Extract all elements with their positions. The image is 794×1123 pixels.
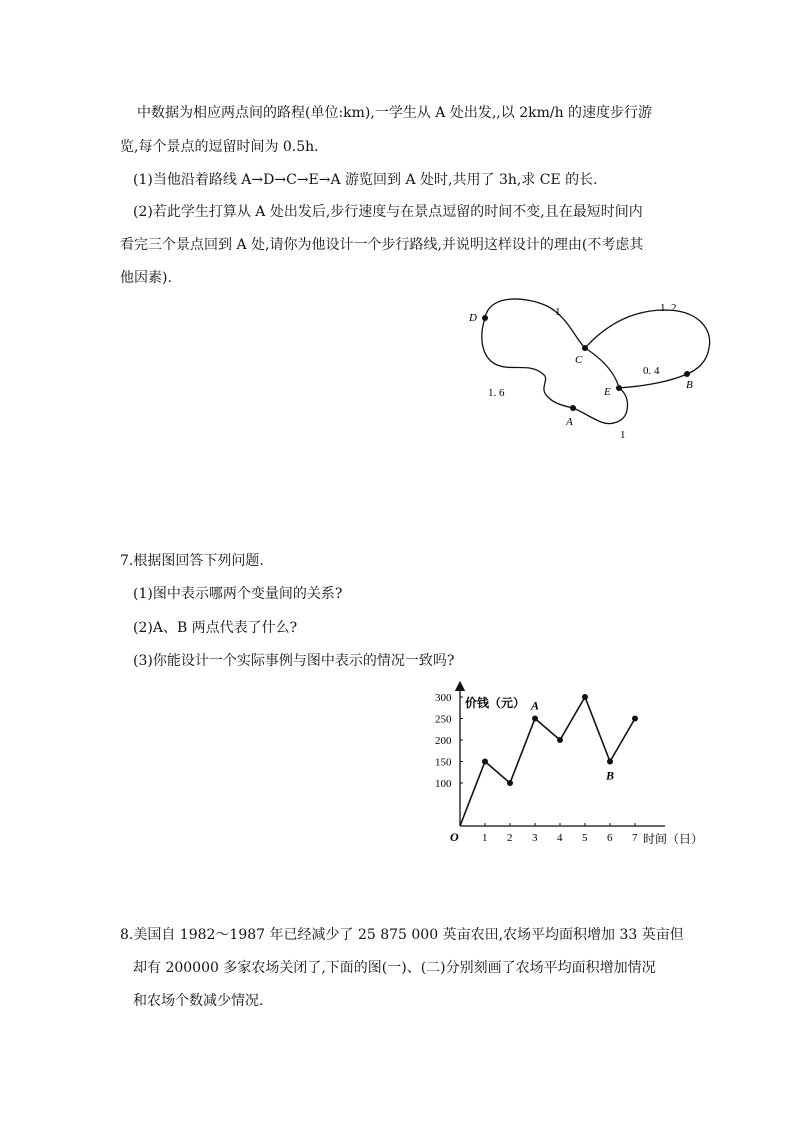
- y-tick-label: 250: [435, 713, 452, 726]
- edge-label-da: 1. 6: [488, 387, 505, 399]
- problem6-question2-line3: 他因素).: [120, 270, 172, 286]
- edge-label-ae: 1: [620, 429, 626, 441]
- edge-label-eb: 0. 4: [643, 365, 660, 377]
- edge-label-dc: 1: [555, 306, 561, 318]
- point-label-a: A: [531, 698, 540, 713]
- y-tick-label: 200: [435, 735, 452, 747]
- x-tick-label: 7: [632, 832, 638, 844]
- data-point: [607, 759, 613, 765]
- problem8-line1: 8.美国自 1982～1987 年已经减少了 25 875 000 英亩农田,农场平均面积增加 33 英亩但: [120, 927, 684, 943]
- label-d: D: [469, 312, 477, 324]
- label-e: E: [604, 386, 611, 398]
- label-b: B: [686, 379, 693, 391]
- problem6-question2-line1: (2)若此学生打算从 A 处出发后,步行速度与在景点逗留的时间不变,且在最短时间内: [133, 204, 643, 220]
- problem6-question2-line2: 看完三个景点回到 A 处,请你为他设计一个步行路线,并说明这样设计的理由(不考虑其: [120, 237, 644, 253]
- y-axis-label: 价钱（元）: [465, 696, 526, 710]
- problem8-line3: 和农场个数减少情况.: [133, 993, 264, 1009]
- origin-label: O: [450, 830, 459, 844]
- data-point: [507, 780, 513, 786]
- data-point: [582, 694, 588, 700]
- price-time-chart: [420, 680, 720, 855]
- x-tick-label: 4: [557, 832, 563, 844]
- problem6-line1: 中数据为相应两点间的路程(单位:km),一学生从 A 处出发,,以 2km/h 的速度步行游: [137, 105, 653, 121]
- data-point: [532, 716, 538, 722]
- x-tick-label: 2: [507, 832, 513, 844]
- point-e: [616, 385, 622, 391]
- x-tick-label: 5: [582, 832, 588, 844]
- y-tick-label: 100: [435, 778, 452, 790]
- point-d: [482, 315, 488, 321]
- y-tick-label: 300: [435, 692, 452, 704]
- label-a: A: [566, 416, 573, 428]
- label-c: C: [575, 354, 583, 366]
- y-tick-label: 150: [435, 756, 452, 769]
- problem6-question1: (1)当他沿着路线 A→D→C→E→A 游览回到 A 处时,共用了 3h,求 CE 的长.: [133, 172, 598, 188]
- edge-label-cb: 1. 2: [660, 302, 677, 314]
- x-tick-label: 6: [607, 832, 613, 844]
- x-axis-label: 时间（日）: [643, 832, 704, 846]
- path-a-e: [573, 388, 628, 424]
- problem7-title: 7.根据图回答下列问题.: [120, 553, 264, 569]
- point-c: [582, 345, 588, 351]
- point-b: [684, 371, 690, 377]
- x-tick-label: 1: [482, 832, 488, 844]
- data-point: [557, 737, 563, 743]
- problem8-line2: 却有 200000 多家农场关闭了,下面的图(一)、(二)分别刻画了农场平均面积增加情况: [133, 960, 656, 976]
- data-point: [482, 759, 488, 765]
- path-d-c: [485, 299, 585, 348]
- problem7-question3: (3)你能设计一个实际事例与图中表示的情况一致吗?: [133, 653, 455, 669]
- point-label-b: B: [606, 768, 615, 783]
- problem6-line2: 览,每个景点的逗留时间为 0.5h.: [120, 139, 319, 155]
- problem7-question1: (1)图中表示哪两个变量间的关系?: [133, 586, 343, 602]
- x-tick-label: 3: [532, 832, 538, 844]
- data-point: [632, 716, 638, 722]
- path-c-e: [585, 348, 619, 388]
- problem7-question2: (2)A、B 两点代表了什么?: [133, 620, 298, 636]
- point-a: [570, 405, 576, 411]
- route-map-figure: [455, 292, 725, 452]
